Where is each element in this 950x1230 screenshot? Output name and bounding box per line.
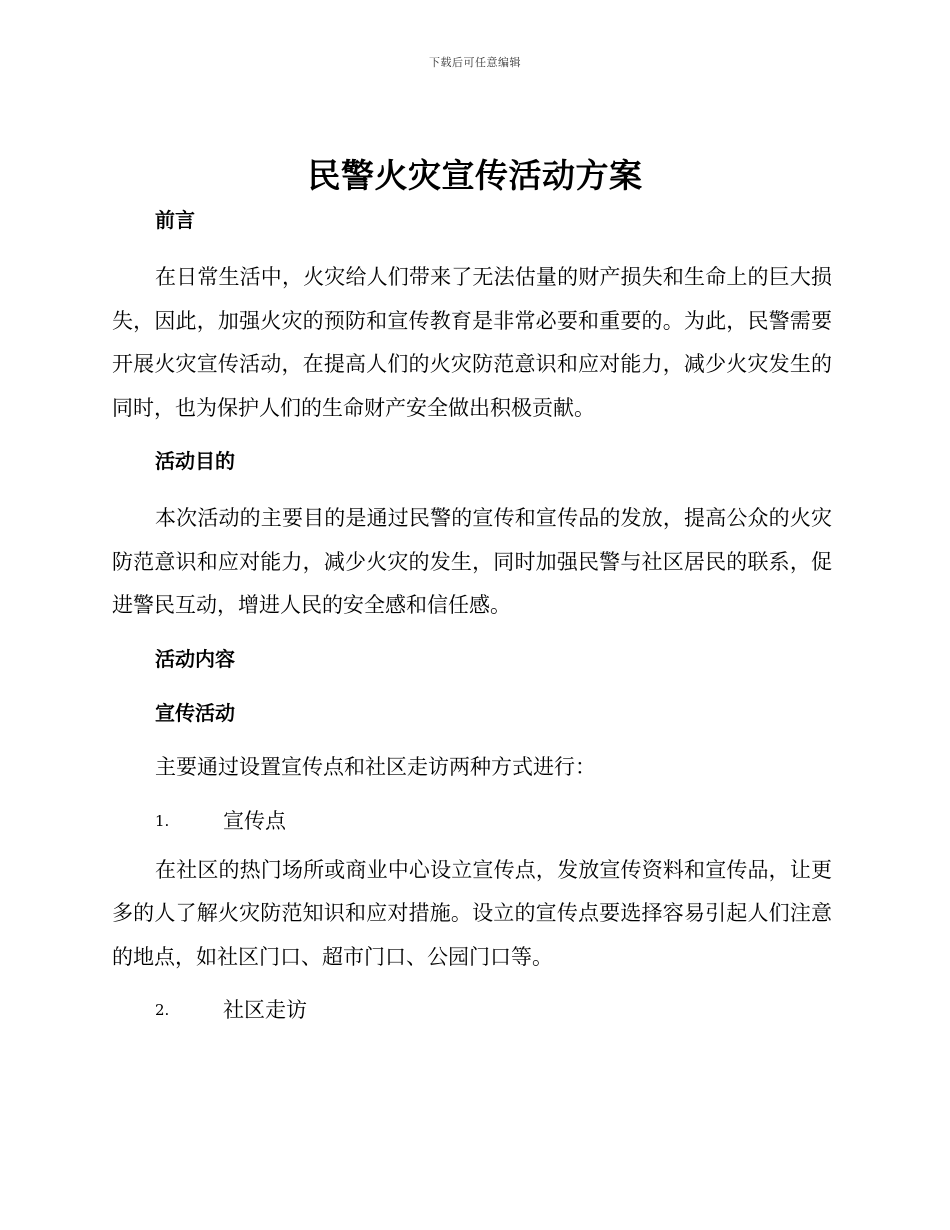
list-item: [112, 994, 832, 1026]
list-number: 2.: [155, 1001, 170, 1019]
list-label: 宣传点: [223, 808, 286, 833]
purpose-heading: 活动目的: [155, 449, 235, 473]
page-header-note: 下载后可任意编辑: [429, 56, 521, 69]
promo-intro: [112, 751, 832, 783]
promo-point-paragraph: 在社区的热门场所或商业中心设立宣传点，发放宣传资料和宣传品，让更多的人了解火灾防范知识和应对措施。设立的宣传点要选择容易引起人们注意的地点，如社区门口、超市门口、公园门口等。: [112, 857, 832, 969]
list-number: 1.: [155, 811, 170, 830]
purpose-paragraph: 本次活动的主要目的是通过民警的宣传和宣传品的发放，提高公众的火灾防范意识和应对能力，减少火灾的发生，同时加强民警与社区居民的联系，促进警民互动，增进人民的安全感和信任感。: [112, 506, 832, 617]
promo-heading: 宣传活动: [155, 700, 235, 725]
content-heading: 活动内容: [155, 646, 235, 671]
document-body: [112, 204, 832, 1026]
list-label: 社区走访: [223, 998, 307, 1022]
document-title: 民警火灾宣传活动方案: [307, 156, 643, 195]
preface-paragraph: 在日常生活中，火灾给人们带来了无法估量的财产损失和生命上的巨大损失，因此，加强火灾的预防和宣传教育是非常必要和重要的。为此，民警需要开展火灾宣传活动，在提高人们的火灾防范意识和应对能力，减少火灾发生的同时，也为保护人们的生命财产安全做出积极贡献。: [112, 265, 832, 420]
promo-intro-text: 主要通过设置宣传点和社区走访两种方式进行：: [155, 754, 596, 779]
list-item: [112, 805, 832, 837]
preface-heading: 前言: [155, 208, 195, 232]
